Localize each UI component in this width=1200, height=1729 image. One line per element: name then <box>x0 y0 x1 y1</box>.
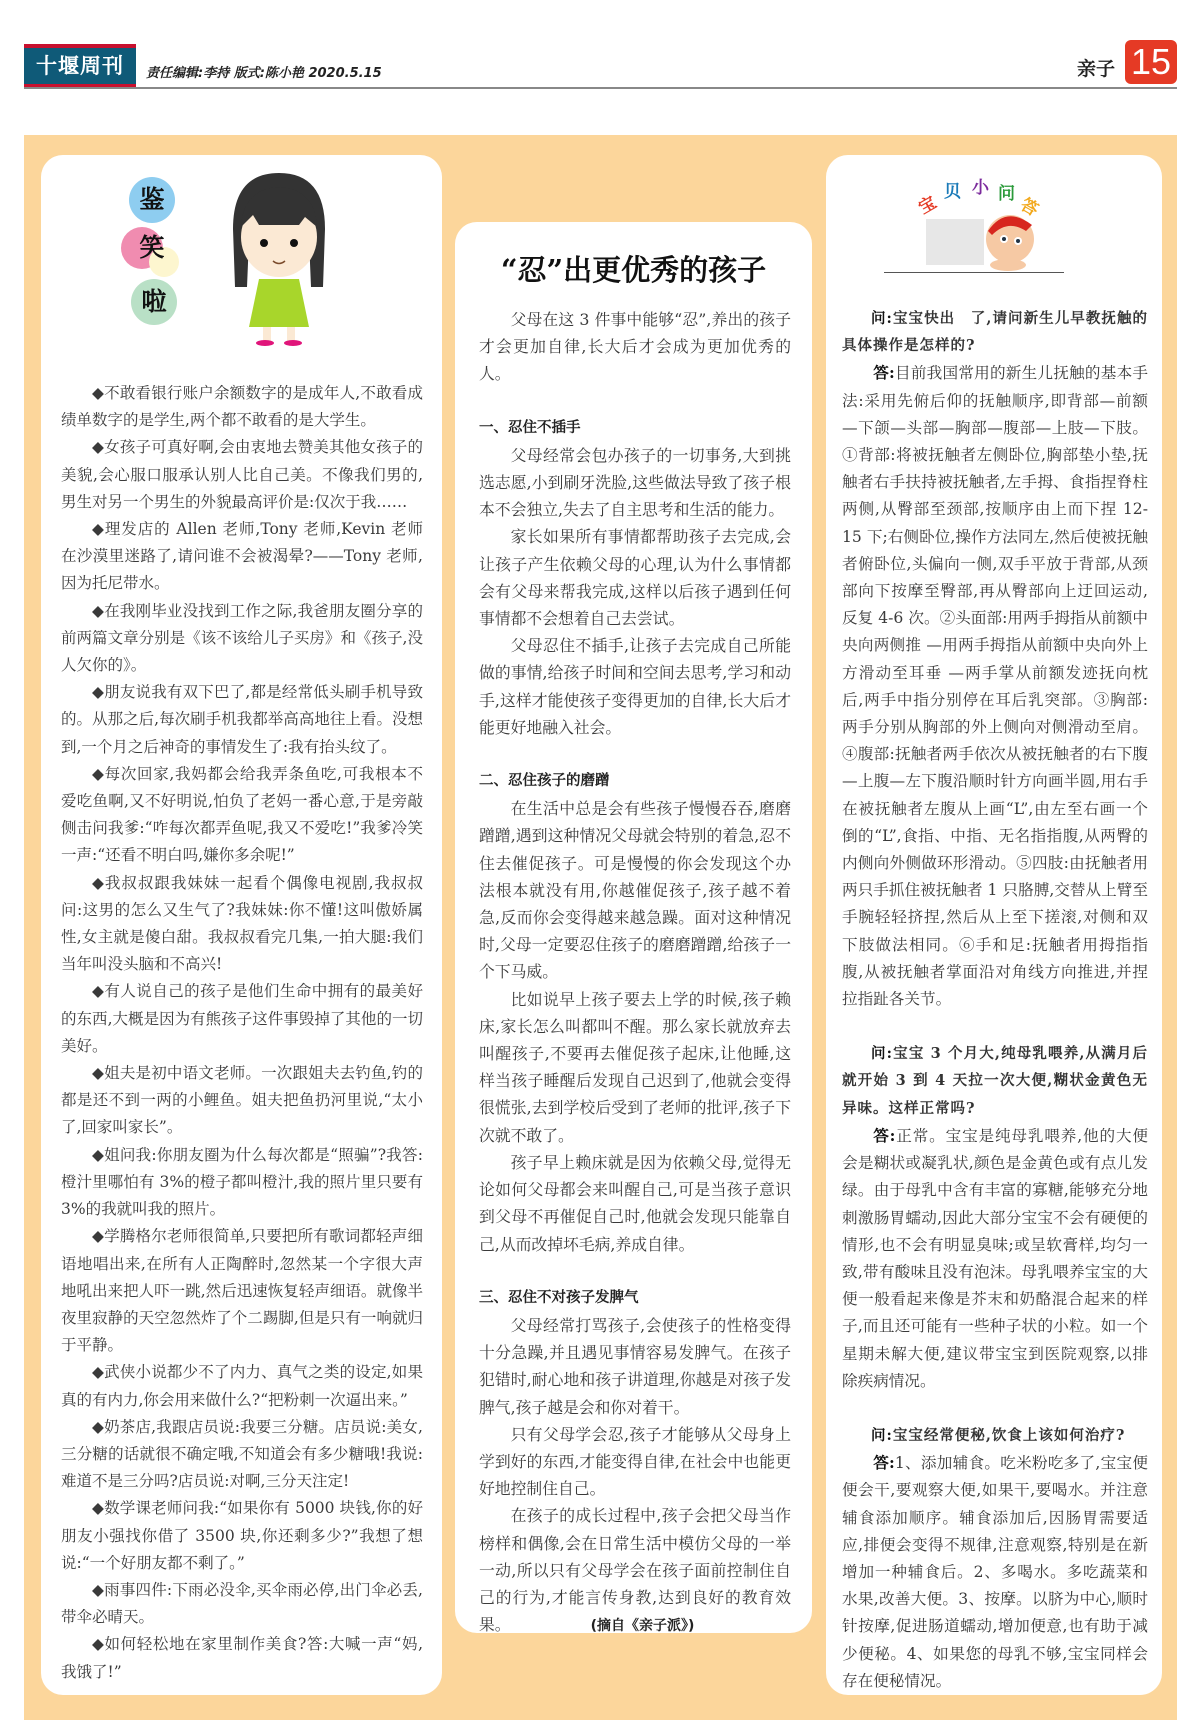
answer-label: 答: <box>873 1125 896 1145</box>
joke-item: ◆每次回家,我妈都会给我弄条鱼吃,可我根本不爱吃鱼啊,又不好明说,怕负了老妈一番心意,于是旁敲侧击问我爹:“咋每次都弄鱼呢,我又不爱吃!”我爹冷笑一声:“还看不明白吗,嫌你多余呢!” <box>61 764 423 865</box>
answer-label: 答: <box>873 1453 895 1473</box>
badge-char: 笑 <box>139 233 165 262</box>
joke-item: ◆女孩子可真好啊,会由衷地去赞美其他女孩子的美貌,会心服口服承认别人比自己美。不像我们男的,男生对另一个男生的外貌最高评价是:仅次于我…… <box>61 438 423 511</box>
joke-item: ◆学腾格尔老师很简单,只要把所有歌词都轻声细语地唱出来,在所有人正陶醉时,忽然某一个字很大声地吼出来把人吓一跳,然后迅速恢复轻声细语。就像半夜里寂静的天空忽然炸了个二踢脚,但是只有一响就归于平静。 <box>61 1227 423 1355</box>
article-paragraph: 父母忍住不插手,让孩子去完成自己所能做的事情,给孩子时间和空间去思考,学习和动手,这样才能使孩子变得更加的自律,长大后才能更好地融入社会。 <box>479 636 791 737</box>
title-char: 问 <box>998 184 1015 204</box>
section-heading: 三、忍住不对孩子发脾气 <box>479 1289 639 1306</box>
joke-item: ◆雨事四件:下雨必没伞,买伞雨必停,出门伞必丢,带伞必晴天。 <box>61 1580 423 1627</box>
qa-item <box>842 1422 1148 1695</box>
baby-illustration <box>922 205 1042 271</box>
joke-item: ◆不敢看银行账户余额数字的是成年人,不敢看成绩单数字的是学生,两个都不敢看的是大学生。 <box>61 384 423 430</box>
answer-label: 答: <box>873 363 895 383</box>
page-number-badge: 15 <box>1125 40 1177 84</box>
article-paragraph: 父母经常会包办孩子的一切事务,大到挑选志愿,小到刷牙洗脸,这些做法导致了孩子根本不会独立,失去了自主思考和生活的能力。 <box>479 445 791 520</box>
joke-item: ◆朋友说我有双下巴了,都是经常低头刷手机导致的。从那之后,每次刷手机我都举高高地往上看。没想到,一个月之后神奇的事情发生了:我有抬头纹了。 <box>61 683 423 756</box>
joke-item: ◆理发店的 Allen 老师,Tony 老师,Kevin 老师在沙漠里迷路了,请问谁不会被渴晕?——Tony 老师,因为托尼带水。 <box>61 520 423 593</box>
joke-item: ◆数学课老师问我:“如果你有 5000 块钱,你的好朋友小强找你借了 3500 块,你还剩多少?”我想了想说:“一个好朋友都不剩了。” <box>61 1499 423 1572</box>
question <box>842 1422 1148 1449</box>
article-paragraph: 在生活中总是会有些孩子慢慢吞吞,磨磨蹭蹭,遇到这种情况父母就会特别的着急,忍不住去催促孩子。可是慢慢的你会发现这个办法根本就没有用,你越催促孩子,孩子越不着急,反而你会变得越来越急躁。面对这种情况时,父母一定要忍住孩子的磨磨蹭蹭,给孩子一个下马威。 <box>479 799 791 982</box>
joke-item: ◆姐夫是初中语文老师。一次跟姐夫去钓鱼,钓的都是还不到一两的小鲤鱼。姐夫把鱼扔河里说,“太小了,回家叫家长”。 <box>61 1064 423 1137</box>
article-body <box>479 306 791 1640</box>
title-underline <box>884 272 1064 273</box>
article-paragraph: 比如说早上孩子要去上学的时候,孩子赖床,家长怎么叫都叫不醒。那么家长就放弃去叫醒孩子,不要再去催促孩子起床,让他睡,这样当孩子睡醒后发现自己迟到了,他就会变得很慌张,去到学校后受到了老师的批评,孩子下次就不敢了。 <box>479 989 791 1145</box>
header-divider <box>24 87 1177 89</box>
editor-credits: 责任编辑:李持 版式:陈小艳 2020.5.15 <box>146 66 382 81</box>
article-paragraph: 家长如果所有事情都帮助孩子去完成,会让孩子产生依赖父母的心理,认为什么事情都会有父母来帮我完成,这样以后孩子遇到任何事情都不会想着自己去尝试。 <box>479 527 791 629</box>
article-paragraph: 父母经常打骂孩子,会使孩子的性格变得十分急躁,并且遇见事情容易发脾气。在孩子犯错时,耐心地和孩子讲道理,你越是对孩子发脾气,孩子越是会和你对着干。 <box>479 1315 791 1417</box>
joke-item: ◆我叔叔跟我妹妹一起看个偶像电视剧,我叔叔问:这男的怎么又生气了?我妹妹:你不懂!这叫傲娇属性,女主就是傻白甜。我叔叔看完几集,一拍大腿:我们当年叫没头脑和不高兴! <box>61 873 423 974</box>
question <box>842 305 1148 359</box>
joke-item: ◆武侠小说都少不了内力、真气之类的设定,如果真的有内力,你会用来做什么?“把粉刺一次逼出来。” <box>61 1363 423 1409</box>
section-heading: 一、忍住不插手 <box>479 419 581 436</box>
badge-char: 鉴 <box>129 177 175 223</box>
question-text: 宝宝经常便秘,饮食上该如何治疗? <box>892 1426 1126 1444</box>
masthead-logo: 十堰周刊 <box>24 44 136 88</box>
article-paragraph: 孩子早上赖床就是因为依赖父母,觉得无论如何父母都会来叫醒自己,可是当孩子意识到父母不再催促自己时,他就会发现只能靠自己,从而改掉坏毛病,养成自律。 <box>479 1152 791 1254</box>
title-char: 贝 <box>944 182 961 202</box>
cartoon-girl-illustration <box>219 169 339 349</box>
joke-item: ◆如何轻松地在家里制作美食?答:大喊一声“妈,我饿了!” <box>61 1635 423 1681</box>
section-name: 亲子 <box>1076 58 1115 80</box>
page-header <box>24 40 1177 90</box>
qa-item <box>842 1040 1148 1395</box>
jokes-column <box>41 155 442 1695</box>
jokes-list <box>61 380 423 1686</box>
title-char: 答 <box>1016 194 1042 221</box>
answer <box>842 1449 1148 1695</box>
article-column <box>455 222 812 1633</box>
joke-item: ◆在我刚毕业没找到工作之际,我爸朋友圈分享的前两篇文章分别是《该不该给儿子买房》和《孩子,没人欠你的》。 <box>61 601 423 675</box>
question-text: 宝宝快出 了,请问新生儿早教抚触的具体操作是怎样的? <box>842 310 1149 355</box>
title-char: 宝 <box>915 192 941 219</box>
article-source: (摘自《亲子派》) <box>590 1618 695 1635</box>
article-intro: 父母在这 3 件事中能够“忍”,养出的孩子才会更加自律,长大后才会成为更加优秀的人。 <box>479 310 791 384</box>
joke-item: ◆姐问我:你朋友圈为什么每次都是“照骗”?我答:橙汁里哪怕有 3%的橙子都叫橙汁,我的照片里只要有 3%的我就叫我的照片。 <box>61 1145 423 1219</box>
answer-text: 正常。宝宝是纯母乳喂养,他的大便会是糊状或凝乳状,颜色是金黄色或有点儿发绿。由于母乳中含有丰富的寡糖,能够充分地刺激肠胃蠕动,因此大部分宝宝不会有硬便的情形,也不会有明显臭味;或呈软膏样,均匀一致,带有酸味且没有泡沫。母乳喂养宝宝的大便一般看起来像是芥末和奶酪混合起来的样子,而且还可能有一些种子状的小粒。如一个星期未解大便,建议带宝宝到医院观察,以排除疾病情况。 <box>842 1126 1148 1390</box>
question-label: 问: <box>871 310 893 327</box>
badge-char: 啦 <box>131 279 177 325</box>
article-paragraph: 在孩子的成长过程中,孩子会把父母当作榜样和偶像,会在日常生活中模仿父母的一举一动,所以只有父母学会在孩子面前控制住自己的行为,才能言传身教,达到良好的教育效果。 (摘自《亲子派》) <box>479 1506 791 1635</box>
question-label: 问: <box>871 1045 894 1063</box>
answer <box>842 1122 1148 1395</box>
article-paragraph: 只有父母学会忍,孩子才能够从父母身上学到好的东西,才能变得自律,在社会中也能更好地控制住自己。 <box>479 1424 791 1499</box>
answer-text: 目前我国常用的新生儿抚触的基本手法:采用先俯后仰的抚触顺序,即背部—前额—下颌—头部—胸部—腹部—上肢—下肢。①背部:将被抚触者左侧卧位,胸部垫小垫,抚触者右手扶持被抚触者,左手拇、食指捏脊柱两侧,从臀部至颈部,按顺序由上而下捏 12-15 下;右侧卧位,操作方法同左,然后使被抚触者俯卧位,头偏向一侧,双手平放于背部,从颈部向下按摩至臀部,再从臀部向上迂回运动,反复 4-6 次。②头面部:用两手拇指从前额中央向两侧推 —用两手拇指从前额中央向外上方滑动至耳垂 —两手掌从前额发迹抚向枕后,两手中指分别停在耳后乳突部。③胸部:两手分别从胸部的外上侧向对侧滑动至肩。④腹部:抚触者两手依次从被抚触者的右下腹—上腹—左下腹沿顺时针方向画半圆,用右手在被抚触者左腹从上画“L”,由左至右画一个倒的“L”,食指、中指、无名指指腹,从两臀的内侧向外侧做环形滑动。⑤四肢:由抚触者用两只手抓住被抚触者 1 只胳膊,交替从上臂至手腕轻轻挤捏,然后从上至下搓滚,对侧和双下肢做法相同。⑥手和足:抚触者用拇指指腹,从被抚触者掌面沿对角线方向推进,并捏拉指趾各关节。 <box>842 364 1148 1009</box>
qa-item <box>842 305 1148 1013</box>
article-title: “忍”出更优秀的孩子 <box>500 253 767 287</box>
qa-list <box>842 305 1148 1722</box>
answer <box>842 359 1148 1013</box>
question <box>842 1040 1148 1122</box>
title-char: 小 <box>972 178 989 198</box>
qa-column <box>826 155 1162 1695</box>
answer-text: 1、添加辅食。吃米粉吃多了,宝宝便便会干,要观察大便,如果干,要喝水。并注意辅食添加顺序。辅食添加后,因肠胃需要适应,排便会变得不规律,注意观察,特别是在新增加一种辅食后。2、多喝水。多吃蔬菜和水果,改善大便。3、按摩。以脐为中心,顺时针按摩,促进肠道蠕动,增加便意,也有助于减少便秘。4、如果您的母乳不够,宝宝同样会存在便秘情况。 <box>842 1454 1148 1690</box>
question-text: 宝宝 3 个月大,纯母乳喂养,从满月后就开始 3 到 4 天拉一次大便,糊状金黄色无异味。这样正常吗? <box>842 1045 1149 1117</box>
question-label: 问: <box>871 1426 893 1444</box>
joke-item: ◆有人说自己的孩子是他们生命中拥有的最美好的东西,大概是因为有熊孩子这件事毁掉了其他的一切美好。 <box>61 982 423 1055</box>
joke-item: ◆奶茶店,我跟店员说:我要三分糖。店员说:美女,三分糖的话就很不确定哦,不知道会有多少糖哦!我说:难道不是三分吗?店员说:对啊,三分天注定! <box>61 1417 423 1491</box>
section-heading: 二、忍住孩子的磨蹭 <box>479 773 610 790</box>
